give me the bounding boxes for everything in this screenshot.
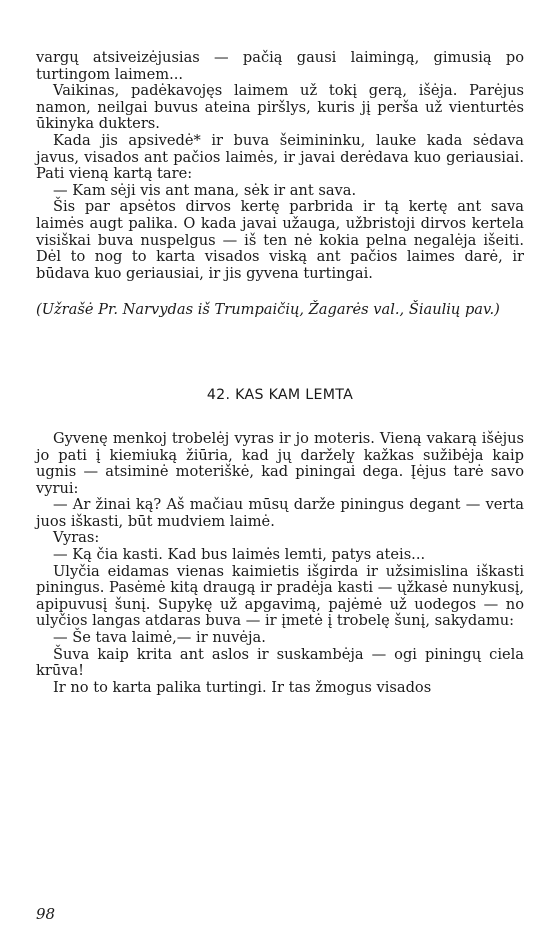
story-title: 42. KAS KAM LEMTA bbox=[206, 386, 354, 403]
story-paragraph-5: Ulyčia eidamas vienas kaimietis išgirda ir užsimislina iškasti piningus. Pasėmė kitą draugą ir pradėja kasti — ųžkasė nunykusį, apipuvusį šunį. Supykę už apgavimą, pajėmė už uodegos — no ulyčios langas atdaras buva — ir įmetė į trobelę šunį, sakydamu: bbox=[36, 562, 524, 630]
story-paragraph-3: Vyras: bbox=[53, 529, 100, 547]
paragraph-1: vargų atsiveizėjusias — pačią gausi laimingą, gimusią po turtingom laimem... bbox=[36, 49, 524, 83]
story-paragraph-4: — Ką čia kasti. Kad bus laimės lemti, patys ateis... bbox=[53, 546, 426, 564]
book-page bbox=[36, 50, 524, 696]
paragraph-2: Vaikinas, padėkavojęs laimem už tokį gerą, išėja. Parėjus namon, neilgai buvus ateina piršlys, kuris jį perša už vienturtės ūkinyka dukters. bbox=[36, 82, 524, 133]
story-paragraph-7: Šuva kaip krita ant aslos ir suskambėja — ogi piningų ciela krūva! bbox=[36, 645, 524, 680]
paragraph-5: Šis par apsėtos dirvos kertę parbrida ir tą kertę ant sava laimės augt palika. O kada javai užauga, užbristoji dirvos kertela visiškai buva nuspelgus — iš ten nė kokia pelna negalėja išeiti. Dėl to nog to karta visados viską ant pačios laimes darė, ir būdava kuo geriausiai, ir jis gyvena turtingai. bbox=[36, 198, 524, 282]
story-paragraph-1: Gyvenę menkoj trobelėj vyras ir jo moteris. Vieną vakarą išėjus jo pati į kiemiuką žiūria, kad jų daržely̨ kažkas sužibėja kaip ugnis — atsiminė moteriškė, kad piningai dega. Įėjus tarė savo vyrui: bbox=[36, 429, 524, 497]
paragraph-3: Kada jis apsivedė* ir buva šeimininku, lauke kada sėdava javus, visados ant pačios laimės, ir javai derėdava kuo geriausiai. Pati vieną kartą tare: bbox=[36, 131, 524, 183]
paragraph-4: — Kam sėji vis ant mana, sėk ir ant sava. bbox=[53, 181, 357, 199]
story-paragraph-6: — Še tava laimė,— ir nuvėja. bbox=[53, 629, 266, 647]
source-note: (Užrašė Pr. Narvydas iš Trumpaičių, Žagarės val., Šiaulių pav.) bbox=[36, 301, 500, 319]
story-paragraph-2: — Ar žinai ką? Aš mačiau mūsų darže piningus degant — verta juos iškasti, būt mudviem laimė. bbox=[36, 496, 524, 530]
story-paragraph-8: Ir no to karta palika turtingi. Ir tas žmogus visados bbox=[53, 678, 432, 696]
page-number: 98 bbox=[36, 905, 56, 923]
